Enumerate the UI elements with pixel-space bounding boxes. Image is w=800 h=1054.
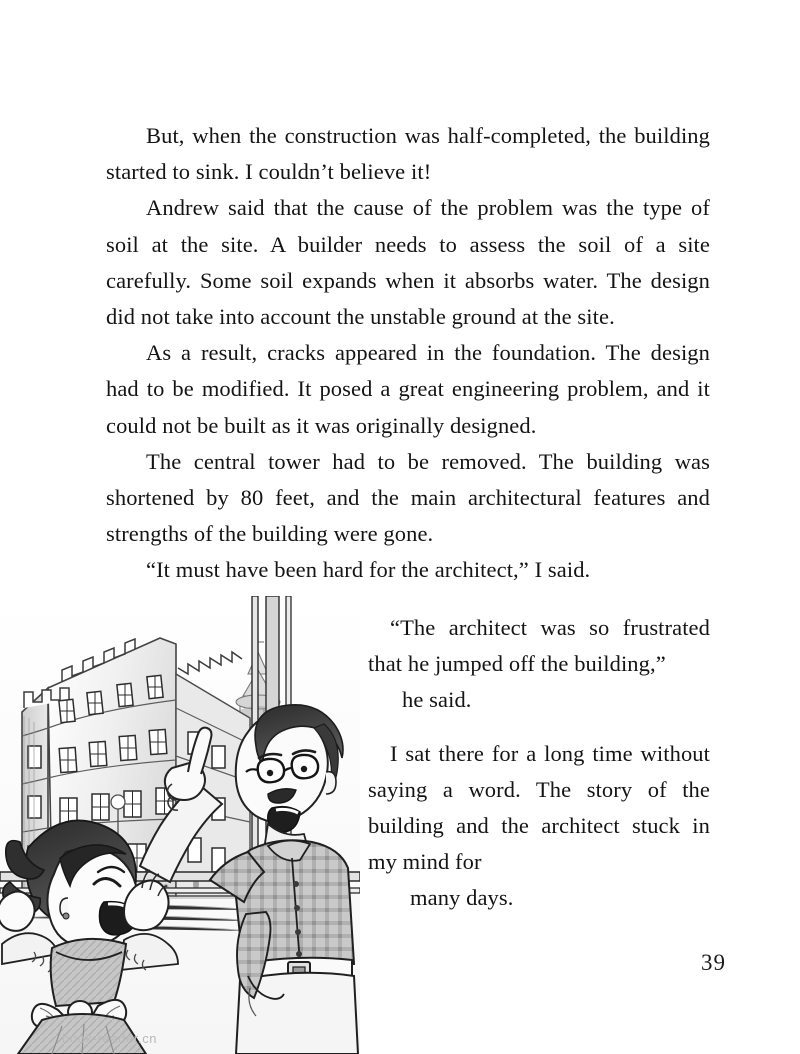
- illustration: [0, 596, 360, 1054]
- wrapped-text-column: [368, 610, 710, 917]
- wrapped-paragraph-1: “The architect was so frustrated that he jumped off the building,”: [368, 615, 710, 677]
- page-number: 39: [701, 950, 726, 975]
- wrapped-paragraph-2: he said.: [402, 687, 472, 713]
- wrapped-paragraph-4: many days.: [410, 885, 514, 911]
- body-text-block: [106, 118, 710, 589]
- paragraph-4: The central tower had to be removed. The building was shortened by 80 feet, and the main architectural features and strengths of the building were gone.: [106, 448, 710, 547]
- watermark: book-reader.cn: [62, 1031, 158, 1046]
- paragraph-2: Andrew said that the cause of the problem was the type of soil at the site. A builder needs to assess the soil of a site carefully. Some soil expands when it absorbs water. The design did not take into account the unstable ground at the site.: [106, 195, 710, 330]
- wrapped-paragraph-3: I sat there for a long time without saying a word. The story of the building and the architect stuck in my mind for: [368, 740, 710, 875]
- paragraph-1: But, when the construction was half-completed, the building started to sink. I couldn’t believe it!: [106, 123, 710, 185]
- paragraph-5-dialogue: “It must have been hard for the architect,” I said.: [146, 557, 591, 583]
- paragraph-3: As a result, cracks appeared in the foundation. The design had to be modified. It posed a great engineering problem, and it could not be built as it was originally designed.: [106, 340, 710, 438]
